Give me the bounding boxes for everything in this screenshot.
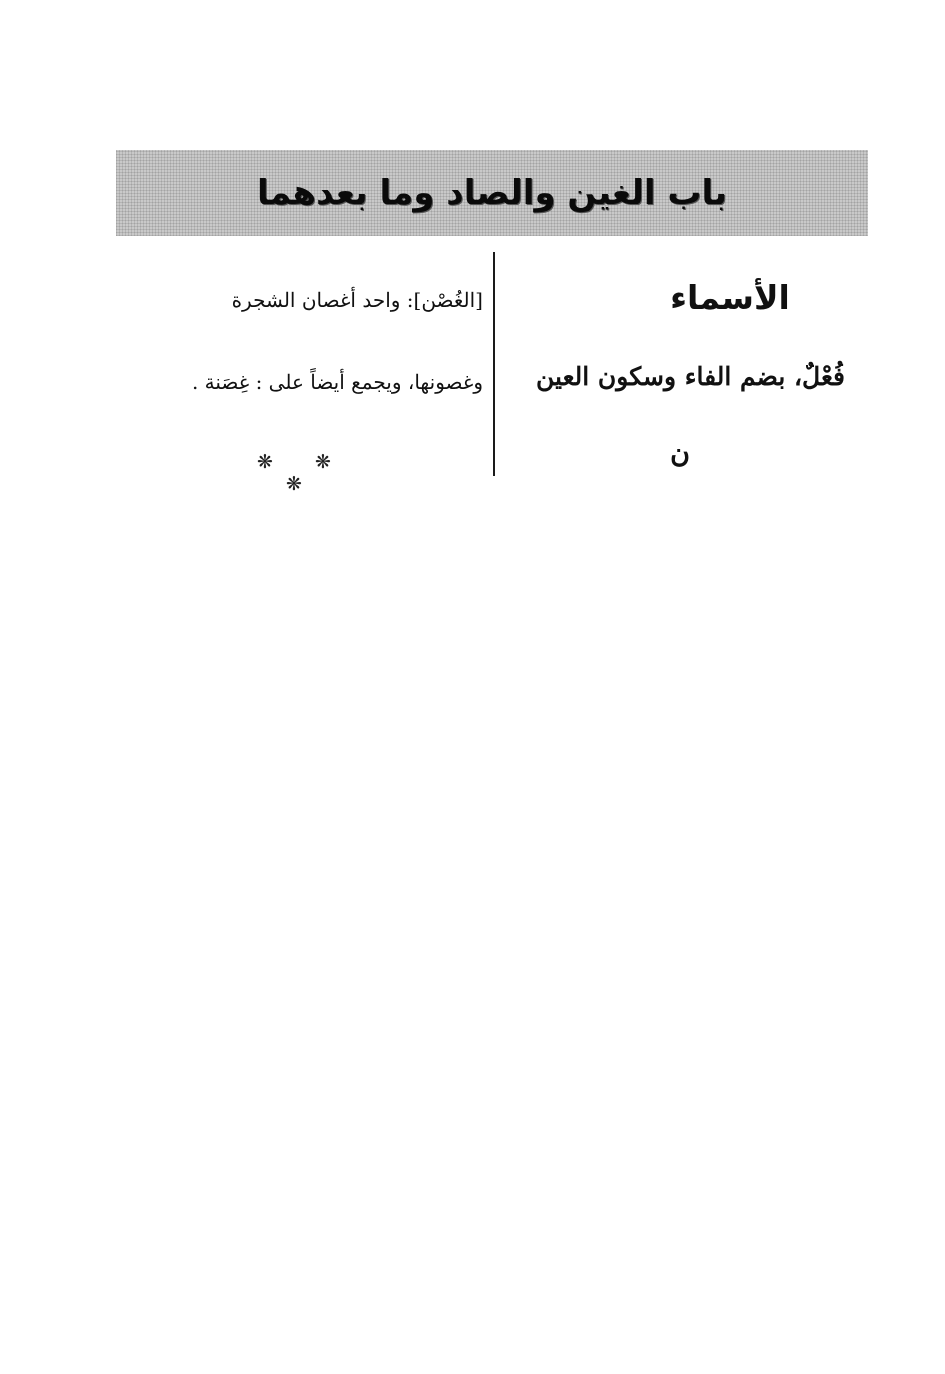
column-divider	[493, 252, 495, 476]
entry-line-2: وغصونها، ويجمع أيضاً على : غِصَنة .	[191, 370, 483, 394]
section-separator: ❋ ❋ ❋	[257, 451, 349, 495]
chapter-banner	[116, 150, 868, 236]
chapter-title: باب الغين والصاد وما بعدهما	[256, 173, 728, 213]
pattern-description: فُعْلٌ، بضم الفاء وسكون العين	[536, 362, 845, 391]
entry-line-1	[232, 288, 483, 312]
root-letter: ن	[670, 438, 690, 469]
section-heading: الأسماء	[670, 278, 790, 317]
entry-term: [الغُصْن]	[413, 288, 483, 312]
entry-definition: : واحد أغصان الشجرة	[231, 288, 414, 312]
